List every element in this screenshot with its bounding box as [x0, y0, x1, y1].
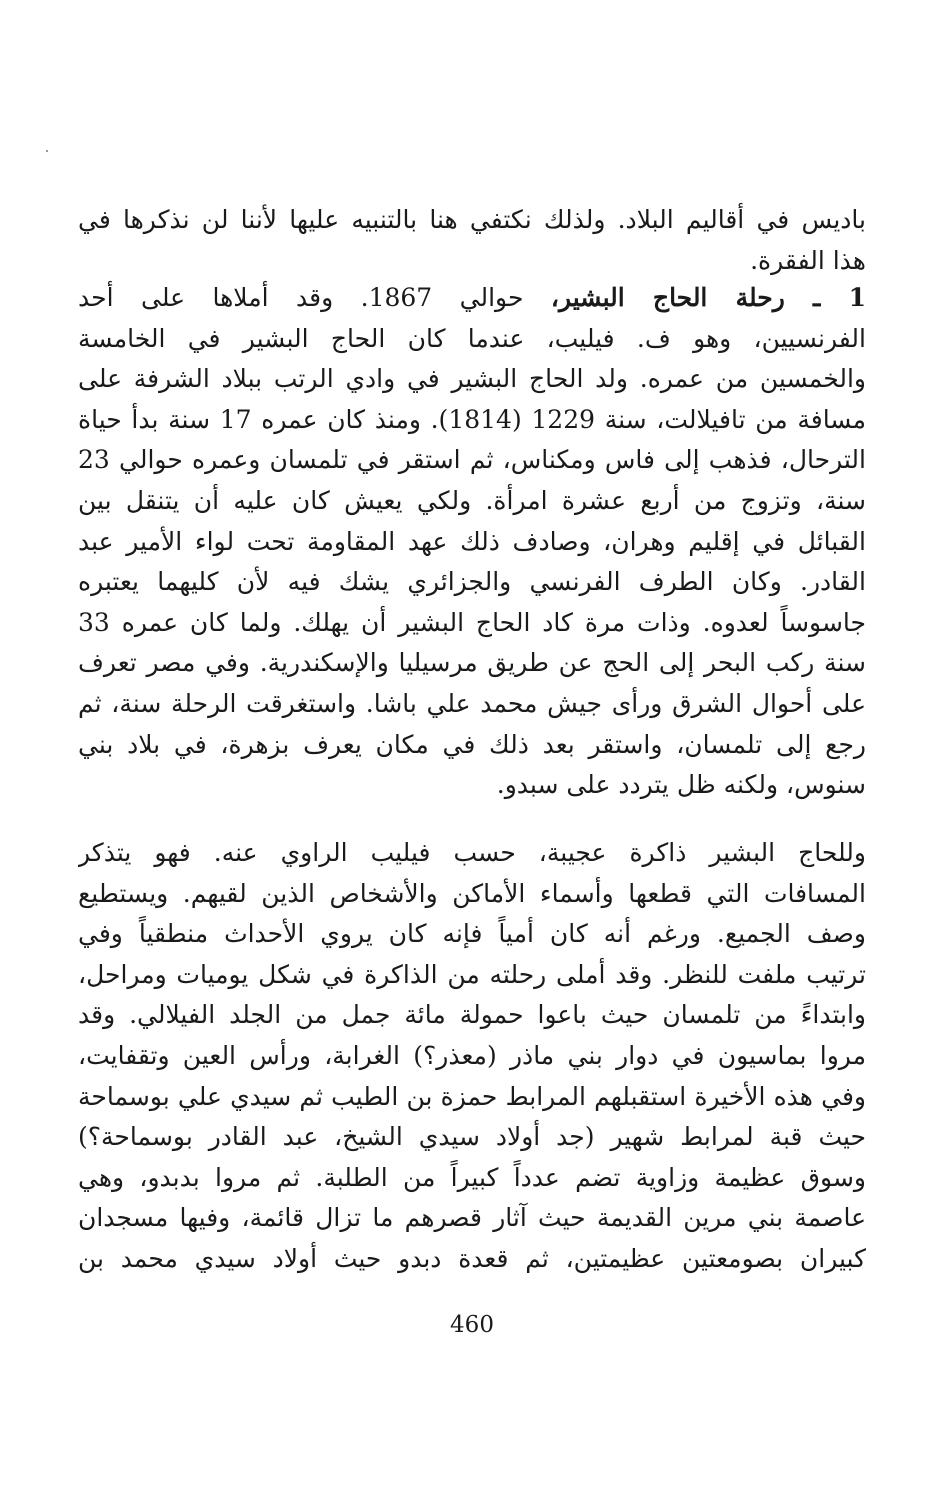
paragraph-2 — [78, 278, 866, 806]
heading-line-rest: حوالي 1867. وقد أملاها على أحد — [78, 283, 524, 312]
paragraph-3 — [78, 833, 866, 1280]
text-line: مروا بماسيون في دوار بني ماذر (معذر؟) الغرابة، ورأس العين وتقفايت، — [78, 1040, 866, 1070]
text-line: القادر. وكان الطرف الفرنسي والجزائري يشك فيه لأن كليهما يعتبره — [78, 567, 866, 597]
text-line: مسافة من تافيلالت، سنة 1229 (1814). ومنذ كان عمره 17 سنة بدأ حياة — [78, 404, 866, 434]
text-line: الفرنسيين، وهو ف. فيليب، عندما كان الحاج البشير في الخامسة — [78, 323, 866, 353]
text-line: القبائل في إقليم وهران، وصادف ذلك عهد المقاومة تحت لواء الأمير عبد — [78, 526, 866, 556]
text-line: سنة، وتزوج من أربع عشرة امرأة. ولكي يعيش كان عليه أن يتنقل بين — [78, 485, 866, 515]
text-line: وفي هذه الأخيرة استقبلهم المرابط حمزة بن الطيب ثم سيدي علي بوسماحة — [78, 1081, 866, 1111]
text-line: كبيران بصومعتين عظيمتين، ثم قعدة دبدو حيث أولاد سيدي محمد بن — [78, 1243, 866, 1273]
text-line: وصف الجميع. ورغم أنه كان أمياً فإنه كان يروي الأحداث منطقياً وفي — [78, 919, 866, 949]
text-line: الترحال، فذهب إلى فاس ومكناس، ثم استقر في تلمسان وعمره حوالي 23 — [78, 445, 866, 475]
text-line: المسافات التي قطعها وأسماء الأماكن والأشخاص الذين لقيهم. ويستطيع — [78, 878, 866, 908]
text-line: وسوق عظيمة وزاوية تضم عدداً كبيراً من الطلبة. ثم مروا بدبدو، وهي — [78, 1162, 866, 1192]
text-line: سنة ركب البحر إلى الحج عن طريق مرسيليا والإسكندرية. وفي مصر تعرف — [78, 648, 866, 678]
text-line: ترتيب ملفت للنظر. وقد أملى رحلته من الذاكرة في شكل يوميات ومراحل، — [78, 959, 866, 989]
text-line: وللحاج البشير ذاكرة عجيبة، حسب فيليب الراوي عنه. فهو يتذكر — [78, 838, 866, 867]
scan-speck — [46, 150, 48, 152]
text-line: باديس في أقاليم البلاد. ولذلك نكتفي هنا بالتنبيه عليها لأننا لن نذكرها في — [78, 205, 866, 234]
text-line-with-heading — [78, 278, 866, 319]
text-line: حيث قبة لمرابط شهير (جد أولاد سيدي الشيخ، عبد القادر بوسماحة؟) — [78, 1122, 866, 1152]
text-line: على أحوال الشرق ورأى جيش محمد علي باشا. واستغرقت الرحلة سنة، ثم — [78, 688, 866, 718]
text-line: سنوس، ولكنه ظل يتردد على سبدو. — [496, 770, 866, 800]
page-number: 460 — [450, 1312, 494, 1338]
text-line: جاسوساً لعدوه. وذات مرة كاد الحاج البشير أن يهلك. ولما كان عمره 33 — [78, 607, 866, 637]
text-line: وابتداءً من تلمسان حيث باعوا حمولة مائة جمل من الجلد الفيلالي. وقد — [78, 1000, 866, 1030]
paragraph-1 — [78, 200, 866, 281]
text-line: عاصمة بني مرين القديمة حيث آثار قصرهم ما تزال قائمة، وفيها مسجدان — [78, 1203, 866, 1233]
section-heading: 1 ـ رحلة الحاج البشير، — [550, 283, 866, 312]
text-line: رجع إلى تلمسان، واستقر بعد ذلك في مكان يعرف بزهرة، في بلاد بني — [78, 729, 866, 759]
text-line: هذا الفقرة. — [750, 245, 866, 275]
text-line: والخمسين من عمره. ولد الحاج البشير في وادي الرتب ببلاد الشرفة على — [78, 364, 866, 394]
